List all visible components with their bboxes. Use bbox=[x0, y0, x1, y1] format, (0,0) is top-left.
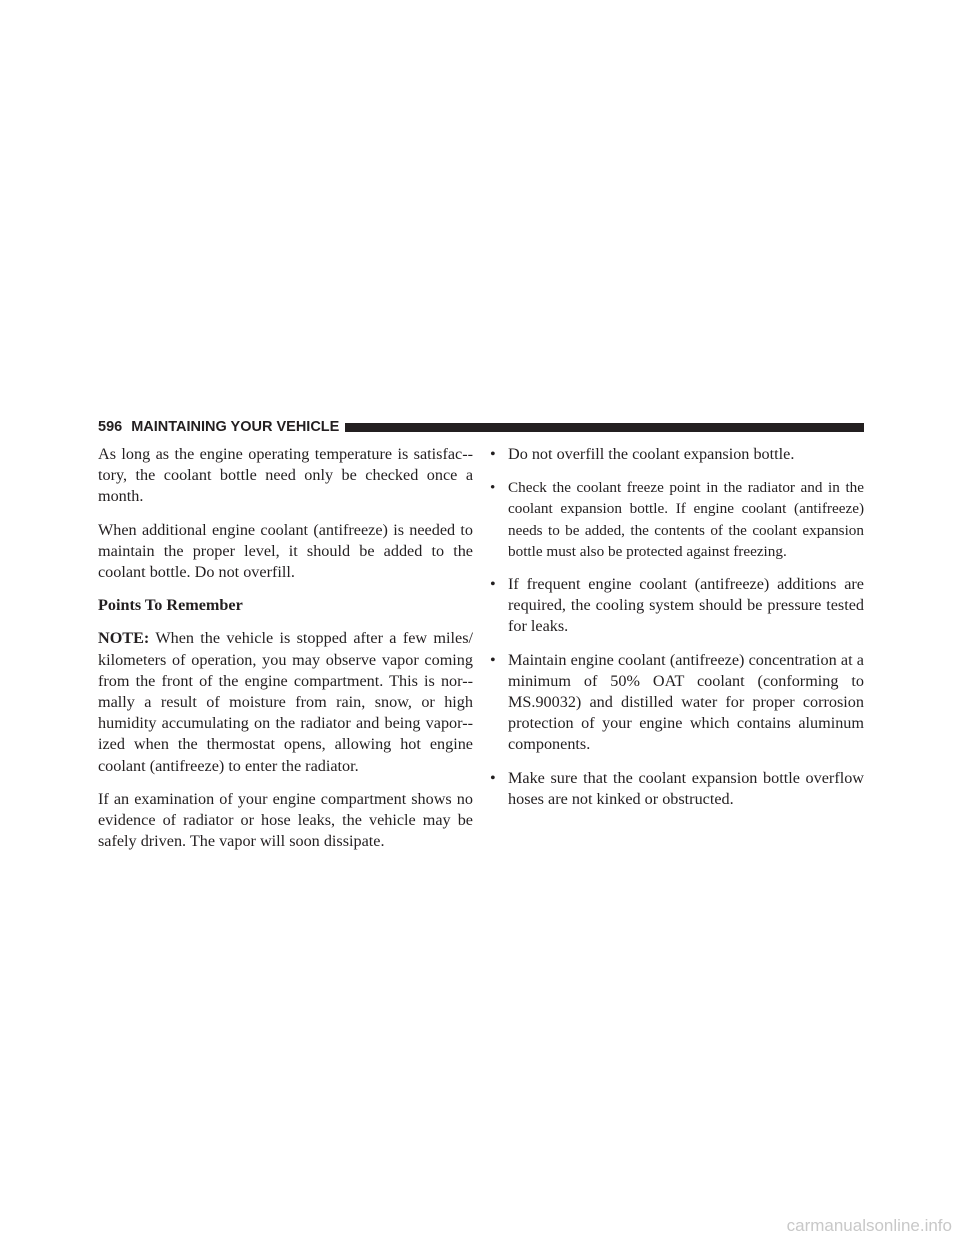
bullet-icon: • bbox=[490, 575, 496, 594]
right-column bbox=[490, 444, 864, 822]
note-label: NOTE: bbox=[98, 629, 150, 648]
bullet-item-overfill bbox=[490, 444, 864, 465]
bullet-item-freeze-point bbox=[490, 477, 864, 562]
bullet-icon: • bbox=[490, 479, 496, 497]
section-title: MAINTAINING YOUR VEHICLE bbox=[131, 419, 340, 435]
bullet-text: Make sure that the coolant expansion bottle overflow hoses are not kinked or obstructed. bbox=[508, 768, 864, 808]
bullet-text: Do not overfill the coolant expansion bottle. bbox=[508, 445, 795, 463]
bullet-icon: • bbox=[490, 650, 496, 669]
paragraph-add-coolant: When additional engine coolant (antifreeze) is needed to maintain the proper level, it should be added to the coolant bottle. Do not overfill. bbox=[98, 520, 473, 582]
bullet-item-pressure-test bbox=[490, 574, 864, 638]
bullet-icon: • bbox=[490, 445, 496, 463]
bullet-item-concentration bbox=[490, 650, 864, 756]
bullet-text: If frequent engine coolant (antifreeze) additions are required, the cooling system should be pressure tested for leaks. bbox=[508, 575, 864, 636]
page-header bbox=[98, 417, 864, 437]
subheading-points-to-remember: Points To Remember bbox=[98, 596, 243, 615]
left-column bbox=[98, 444, 473, 864]
note-paragraph bbox=[98, 628, 473, 776]
watermark: carmanualsonline.info bbox=[786, 1216, 952, 1235]
bullet-text: Maintain engine coolant (antifreeze) concentration at a minimum of 50% OAT coolant (conforming to MS.90032) and distilled water for proper corrosion protection of your engine which contains aluminum components. bbox=[508, 650, 864, 754]
bullet-icon: • bbox=[490, 768, 496, 787]
paragraph-check-monthly: As long as the engine operating temperature is satisfac-tory, the coolant bottle need only be checked once a month. bbox=[98, 445, 473, 506]
note-text: When the vehicle is stopped after a few miles/ kilometers of operation, you may observe vapor coming from the front of the engine compartment. This is nor-mally a result of moisture from rain, snow, or high humidity accumulating on the radiator and being vapor-ized when the thermostat opens, allowing hot engine coolant (antifreeze) to enter the radiator. bbox=[98, 629, 473, 775]
bullet-list bbox=[490, 444, 864, 810]
page-number: 596 bbox=[98, 419, 123, 435]
paragraph-vapor-dissipate: If an examination of your engine compartment shows no evidence of radiator or hose leaks, the vehicle may be safely driven. The vapor will soon dissipate. bbox=[98, 789, 473, 851]
header-rule bbox=[345, 423, 864, 432]
bullet-item-overflow-hoses bbox=[490, 768, 864, 810]
bullet-text: Check the coolant freeze point in the radiator and in the coolant expansion bottle. If engine coolant (antifreeze) needs to be added, the contents of the coolant expansion bottle must also be protected against freezing. bbox=[508, 479, 864, 560]
